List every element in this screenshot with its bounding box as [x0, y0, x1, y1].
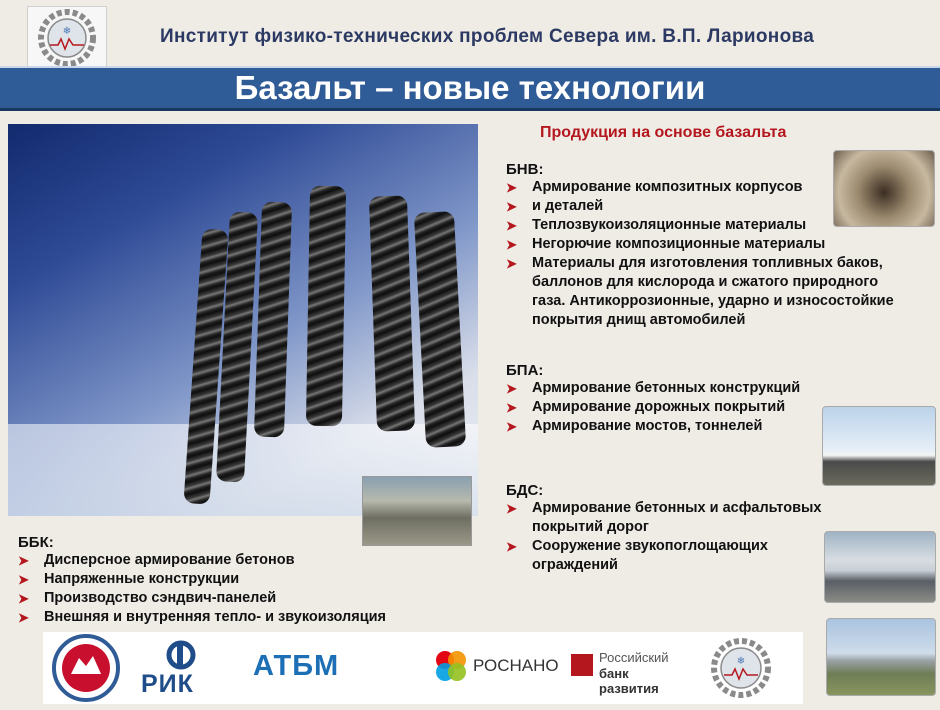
list-item: ➤ и деталей [506, 198, 604, 214]
list-item: ➤ Армирование бетонных конструкций [506, 380, 801, 396]
yakutia-emblem [51, 634, 121, 702]
bpa-label: БПА: [506, 362, 544, 379]
rebar-rod [306, 186, 346, 427]
rebar-rod [254, 202, 292, 438]
rebar-rod [414, 211, 466, 448]
list-item: ➤ Армирование дорожных покрытий [506, 399, 786, 415]
bridge-photo [826, 618, 936, 696]
list-item: ➤ Армирование композитных корпусов [506, 179, 803, 195]
bds-label: БДС: [506, 482, 544, 499]
atbm-logo: АТБМ [253, 650, 340, 682]
list-item: ➤ Производство сэндвич-панелей [18, 590, 277, 606]
bnv-label: БНВ: [506, 161, 544, 178]
list-item: ➤ Внешняя и внутренняя тепло- и звукоизоляция [18, 609, 386, 625]
svg-text:❄: ❄ [62, 26, 72, 37]
list-item: ➤ Дисперсное армирование бетонов [18, 552, 295, 568]
list-item: ➤ Материалы для изготовления топливных баков, баллонов для кислорода и сжатого природного газа. Антикоррозионные, ударно и износостойкие покрытия днищ автомобилей [506, 255, 894, 328]
products-heading: Продукция на основе базальта [540, 124, 787, 141]
rosnano-logo: РОСНАНО [433, 646, 593, 688]
rebar-rod [369, 195, 415, 431]
institute-logo-small [705, 635, 777, 701]
svg-text:❄: ❄ [736, 656, 746, 667]
list-item: ➤ Негорючие композиционные материалы [506, 236, 826, 252]
bpa-section [506, 362, 836, 436]
list-item: ➤ Сооружение звукопоглощающих ограждений [506, 538, 769, 573]
train-photo [824, 531, 936, 603]
bds-section [506, 482, 856, 575]
partner-logos [43, 632, 803, 704]
airplane-photo [822, 406, 936, 486]
bbk-label: ББК: [18, 534, 54, 551]
russian-development-bank-logo: Российский банк развития [571, 648, 686, 690]
bbk-section [18, 534, 488, 627]
tunnel-photo [833, 150, 935, 227]
institute-logo [27, 6, 107, 70]
title-bar [0, 66, 940, 111]
slide-title: Базальт – новые технологии [234, 69, 706, 106]
list-item: ➤ Теплозвукоизоляционные материалы [506, 217, 807, 233]
institute-name: Институт физико-технических проблем Севера им. В.П. Ларионова [160, 26, 815, 47]
list-item: ➤ Армирование мостов, тоннелей [506, 418, 763, 434]
list-item: ➤ Напряженные конструкции [18, 571, 240, 587]
list-item: ➤ Армирование бетонных и асфальтовых покрытий дорог [506, 500, 822, 535]
rik-logo: РИК [139, 640, 219, 698]
basalt-rebar-photo [8, 124, 478, 516]
